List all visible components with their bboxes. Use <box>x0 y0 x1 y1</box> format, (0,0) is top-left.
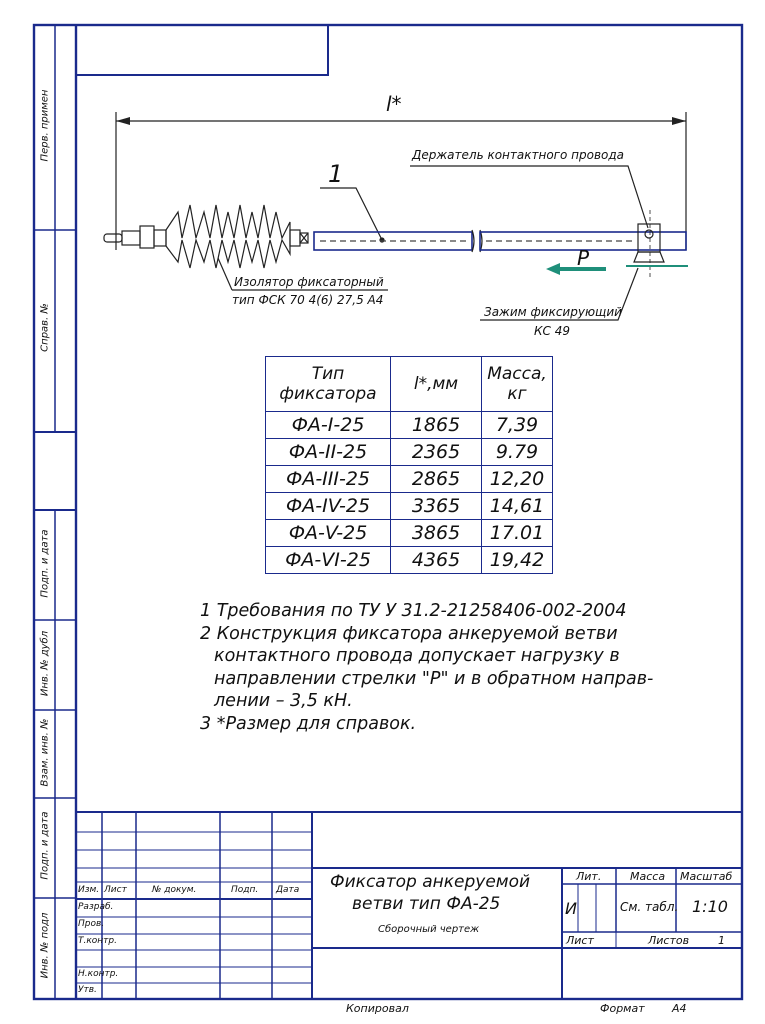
cell-type: ФА-VI-25 <box>266 547 391 574</box>
tb-col-list: Лист <box>104 885 127 895</box>
tb-utv: Утв. <box>78 985 97 995</box>
tb-col-izm: Изм. <box>78 885 100 895</box>
table-row <box>266 466 553 493</box>
insulator-label-line-1: Изолятор фиксаторный <box>234 275 384 289</box>
note-line: 3 *Размер для справок. <box>200 713 417 734</box>
header-type: Тип фиксатора <box>266 357 391 412</box>
tb-scale-header: Масштаб <box>680 870 733 883</box>
note-line: лении – 3,5 кН. <box>214 691 353 711</box>
table-row <box>266 520 553 547</box>
cell-type: ФА-V-25 <box>266 520 391 547</box>
side-label-inv-podl: Инв. № подл <box>39 912 51 979</box>
side-label-vzam-inv: Взам. инв. № <box>39 718 51 787</box>
side-label-perv-primen: Перв. примен <box>39 89 51 162</box>
document-title-line-1: Фиксатор анкеруемой <box>330 872 531 892</box>
note-line: 2 Конструкция фиксатора анкеруемой ветви <box>200 623 618 644</box>
tb-col-data: Дата <box>276 885 300 895</box>
cell-type: ФА-II-25 <box>266 439 391 466</box>
cell-length: 2365 <box>391 439 482 466</box>
table-header-row <box>266 357 553 412</box>
table-row <box>266 493 553 520</box>
side-label-podp-data-2: Подп. и дата <box>39 811 51 880</box>
note-line: 1 Требования по ТУ У 31.2-21258406-002-2004 <box>200 601 627 621</box>
cell-length: 3865 <box>391 520 482 547</box>
tb-prov: Пров. <box>78 919 105 929</box>
note-line: направлении стрелки "Р" и в обратном направ- <box>214 668 654 689</box>
holder-label: Держатель контактного провода <box>412 148 625 162</box>
cell-length: 2865 <box>391 466 482 493</box>
header-mass: Масса, кг <box>482 357 553 412</box>
force-label: P <box>577 246 590 270</box>
side-label-podp-data-1: Подп. и дата <box>39 529 51 598</box>
position-number: 1 <box>328 160 344 188</box>
clamp-label-line-2: КС 49 <box>534 324 570 338</box>
clamp <box>634 252 664 262</box>
cell-length: 3365 <box>391 493 482 520</box>
tb-scale-value: 1:10 <box>692 897 728 916</box>
cell-mass: 17.01 <box>482 520 553 547</box>
tb-sheet-label: Лист <box>566 934 594 947</box>
tb-col-podp: Подп. <box>231 885 259 895</box>
tb-col-dokum: № докум. <box>152 885 197 895</box>
tb-sheets-value: 1 <box>718 934 725 947</box>
insulator-sheds <box>166 205 290 268</box>
cell-type: ФА-I-25 <box>266 412 391 439</box>
cell-mass: 12,20 <box>482 466 553 493</box>
cell-length: 1865 <box>391 412 482 439</box>
technical-notes <box>200 600 660 735</box>
footer-format-value: А4 <box>672 1002 687 1015</box>
side-label-sprav-no: Справ. № <box>39 303 51 352</box>
clamp-label-line-1: Зажим фиксирующий <box>484 305 622 319</box>
tb-lit-header: Лит. <box>576 870 602 883</box>
tb-mass-value: См. табл. <box>620 900 679 914</box>
footer-format-label: Формат <box>600 1002 645 1015</box>
document-title-line-2: ветви тип ФА-25 <box>352 894 501 914</box>
dimension-label: l* <box>386 92 402 116</box>
table-row <box>266 412 553 439</box>
fixator-types-table <box>265 356 553 574</box>
tb-tkontr: Т.контр. <box>78 936 118 946</box>
tb-lit-value: И <box>565 899 577 918</box>
document-subtitle: Сборочный чертеж <box>378 924 480 935</box>
cell-type: ФА-III-25 <box>266 466 391 493</box>
table-row <box>266 547 553 574</box>
tb-razrab: Разраб. <box>78 902 114 912</box>
cell-length: 4365 <box>391 547 482 574</box>
cell-mass: 9.79 <box>482 439 553 466</box>
footer-copied: Копировал <box>346 1002 409 1015</box>
insulator-label-line-2: тип ФСК 70 4(6) 27,5 А4 <box>232 293 384 307</box>
cell-mass: 7,39 <box>482 412 553 439</box>
cell-type: ФА-IV-25 <box>266 493 391 520</box>
tb-nkontr: Н.контр. <box>78 969 119 979</box>
tb-sheets-label: Листов <box>648 934 690 947</box>
cell-mass: 14,61 <box>482 493 553 520</box>
side-label-inv-dubl: Инв. № дубл <box>39 630 51 697</box>
note-line: контактного провода допускает нагрузку в <box>214 646 620 666</box>
table-row <box>266 439 553 466</box>
force-arrow <box>546 263 606 275</box>
tb-mass-header: Масса <box>630 870 666 883</box>
header-length: l*,мм <box>391 357 482 412</box>
cell-mass: 19,42 <box>482 547 553 574</box>
